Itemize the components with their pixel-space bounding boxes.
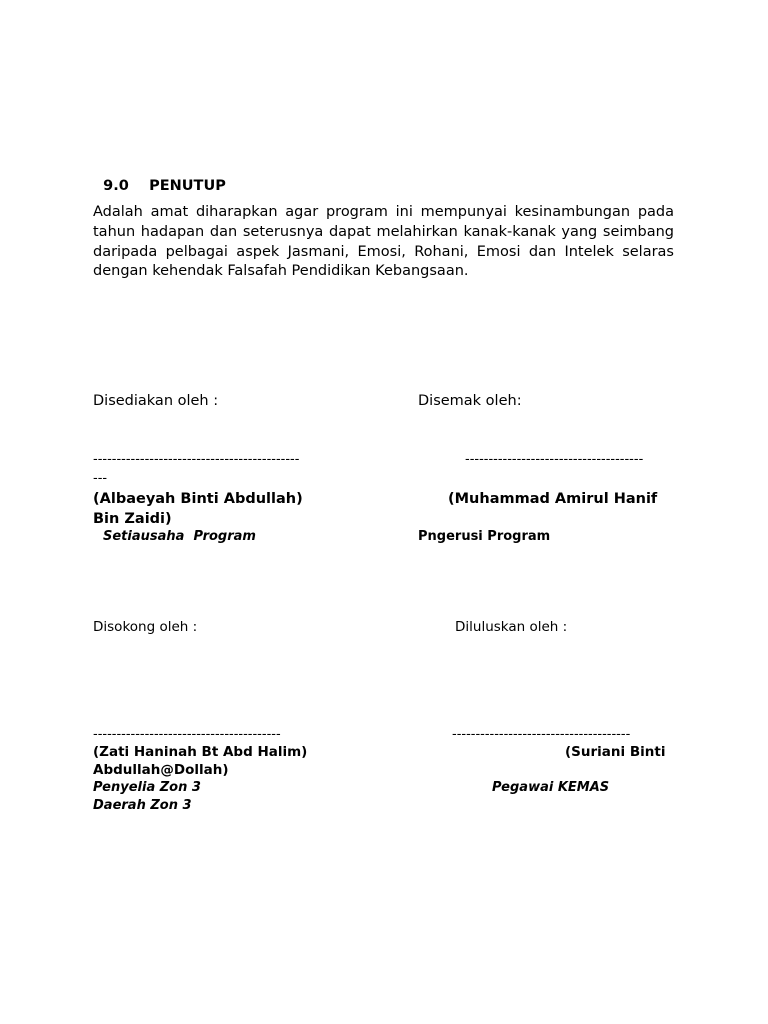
section-heading	[93, 159, 226, 195]
closing-paragraph: Adalah amat diharapkan agar program ini mempunyai kesinambungan pada tahun hadapan dan seterusnya dapat melahirkan kanak-kanak yang seimbang daripada pelbagai aspek Jasmani, Emosi, Rohani, Emosi dan Intelek selaras dengan kehendak Falsafah Pendidikan Kebangsaan.	[93, 204, 674, 280]
supported-by-role: Penyelia Zon 3	[93, 780, 201, 795]
reviewed-by-name: (Muhammad Amirul Hanif	[448, 491, 658, 507]
reviewed-signature-line: --------------------------------------	[465, 452, 644, 467]
reviewed-by-role: Pngerusi Program	[418, 529, 551, 544]
supported-by-label: Disokong oleh :	[93, 619, 198, 635]
section-title: PENUTUP	[149, 178, 226, 194]
supported-by-name: (Zati Haninah Bt Abd Halim)	[93, 744, 308, 760]
supported-signature-line: ----------------------------------------	[93, 727, 281, 742]
prepared-by-role: Setiausaha Program	[103, 529, 256, 544]
approved-signature-line: --------------------------------------	[452, 727, 631, 742]
reviewed-by-label: Disemak oleh:	[418, 393, 522, 409]
reviewed-by-name-continued: Bin Zaidi)	[93, 511, 172, 527]
prepared-by-name: (Albaeyah Binti Abdullah)	[93, 491, 303, 507]
section-number: 9.0	[103, 178, 129, 194]
prepared-by-label: Disediakan oleh :	[93, 393, 219, 409]
approved-by-role: Pegawai KEMAS	[492, 780, 610, 795]
supported-by-area: Daerah Zon 3	[93, 798, 192, 813]
approved-by-name-continued: Abdullah@Dollah)	[93, 762, 229, 778]
prepared-signature-line-wrap: ---	[93, 471, 108, 486]
prepared-signature-line: --------------------------------------------	[93, 452, 300, 467]
approved-by-label: Diluluskan oleh :	[455, 619, 568, 635]
approved-by-name: (Suriani Binti	[565, 744, 666, 760]
